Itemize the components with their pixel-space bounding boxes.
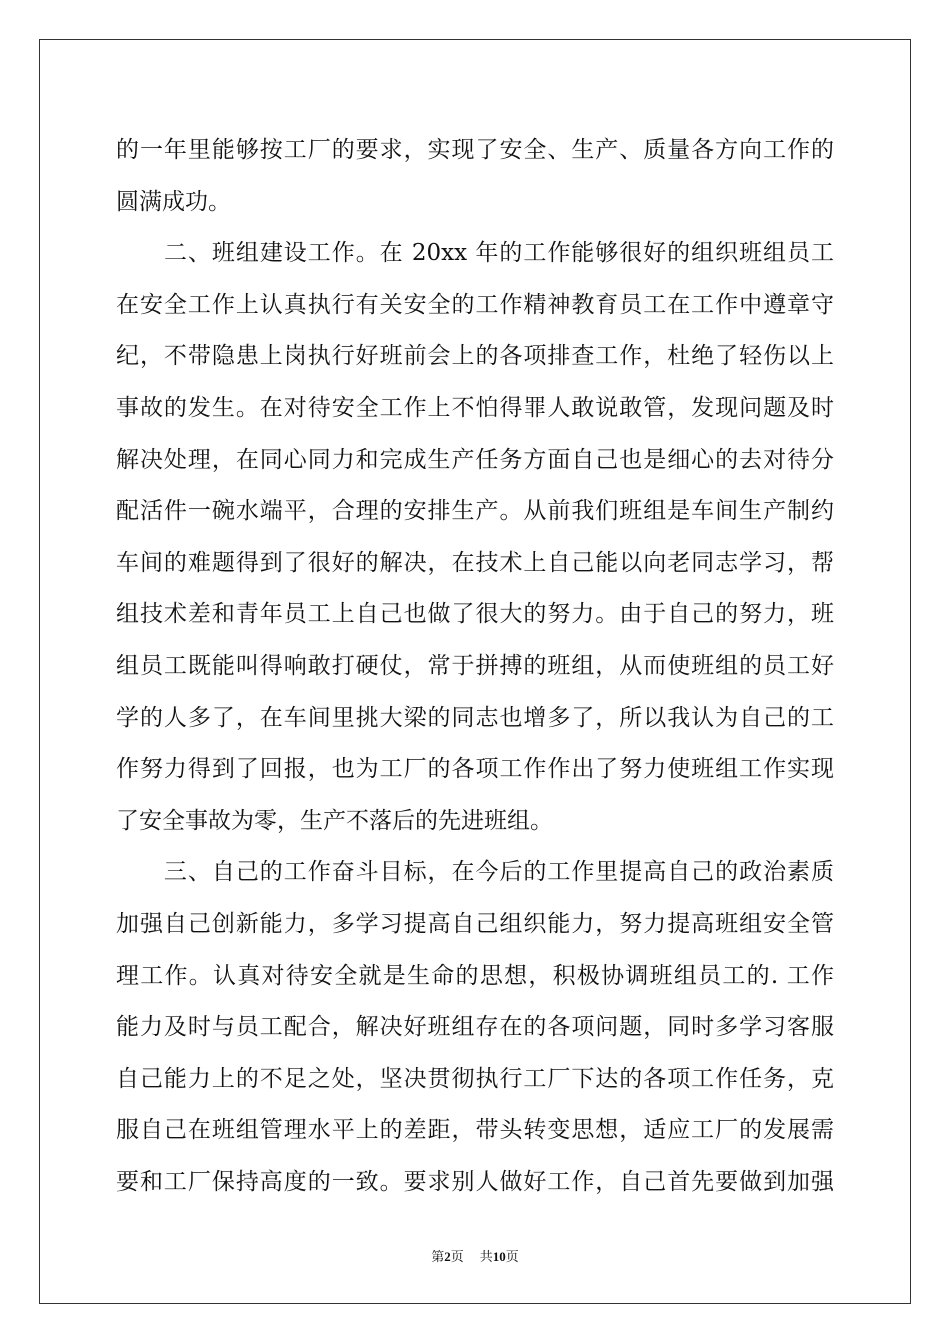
text-line: 自己能力上的不足之处，坚决贯彻执行工厂下达的各项工作任务，克	[116, 1065, 834, 1092]
document-body	[116, 128, 834, 1211]
text-line: 加强自己创新能力，多学习提高自己组织能力，努力提高班组安全管	[116, 910, 834, 937]
text-line: 了安全事故为零，生产不落后的先进班组。	[116, 807, 553, 834]
text-line: 的一年里能够按工厂的要求，实现了安全、生产、质量各方向工作的	[116, 137, 834, 163]
text-line: 要和工厂保持高度的一致。要求别人做好工作，自己首先要做到加强	[116, 1168, 834, 1195]
text-line: 圆满成功。	[116, 188, 231, 215]
page-suffix: 页	[450, 1250, 464, 1265]
page-prefix: 第	[431, 1250, 445, 1265]
text-line: 三、自己的工作奋斗目标，在今后的工作里提高自己的政治素质	[116, 859, 834, 886]
text-line: 二、班组建设工作。在 20xx 年的工作能够很好的组织班组员工	[116, 240, 834, 267]
text-line: 组技术差和青年员工上自己也做了很大的努力。由于自己的努力，班	[116, 601, 834, 628]
text-line: 理工作。认真对待安全就是生命的思想，积极协调班组员工的. 工作	[116, 962, 834, 989]
text-line: 在安全工作上认真执行有关安全的工作精神教育员工在工作中遵章守	[116, 291, 834, 318]
text-line: 组员工既能叫得响敢打硬仗，常于拼搏的班组，从而使班组的员工好	[116, 652, 834, 679]
text-line: 服自己在班组管理水平上的差距，带头转变思想，适应工厂的发展需	[116, 1117, 834, 1144]
text-line: 作努力得到了回报，也为工厂的各项工作作出了努力使班组工作实现	[116, 756, 834, 783]
text-line: 车间的难题得到了很好的解决，在技术上自己能以向老同志学习，帮	[116, 549, 834, 576]
total-suffix: 页	[505, 1250, 519, 1265]
total-pages: 10	[492, 1249, 506, 1264]
total-prefix: 共	[479, 1250, 493, 1265]
text-line: 解决处理，在同心同力和完成生产任务方面自己也是细心的去对待分	[116, 446, 834, 473]
page-footer	[0, 1248, 950, 1267]
text-line: 能力及时与员工配合，解决好班组存在的各项问题，同时多学习客服	[116, 1014, 834, 1041]
text-line: 配活件一碗水端平，合理的安排生产。从前我们班组是车间生产制约	[116, 498, 834, 525]
text-line: 纪，不带隐患上岗执行好班前会上的各项排查工作，杜绝了轻伤以上	[116, 343, 834, 370]
text-line: 学的人多了，在车间里挑大梁的同志也增多了，所以我认为自己的工	[116, 704, 834, 731]
page-number: 2	[444, 1249, 451, 1264]
text-line: 事故的发生。在对待安全工作上不怕得罪人敢说敢管，发现问题及时	[116, 394, 834, 421]
